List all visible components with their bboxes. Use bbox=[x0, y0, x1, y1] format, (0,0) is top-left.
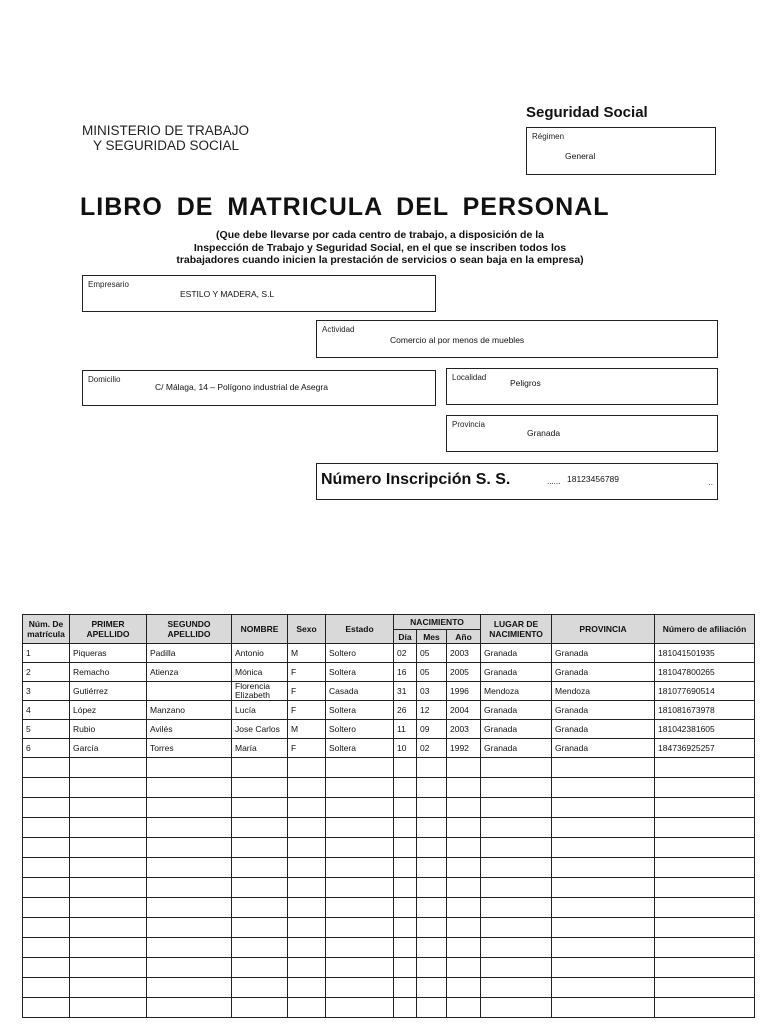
empty-cell bbox=[447, 878, 481, 898]
actividad-value: Comercio al por menos de muebles bbox=[390, 335, 525, 345]
empty-cell bbox=[232, 978, 288, 998]
empty-cell bbox=[23, 918, 70, 938]
empty-cell bbox=[417, 818, 447, 838]
cell-anio: 2004 bbox=[447, 701, 481, 720]
header-provincia: PROVINCIA bbox=[552, 615, 655, 644]
empty-cell bbox=[23, 758, 70, 778]
cell-dia: 26 bbox=[394, 701, 417, 720]
cell-primer-apellido: Piqueras bbox=[70, 644, 147, 663]
ministry-line-2: Y SEGURIDAD SOCIAL bbox=[93, 138, 240, 153]
empty-cell bbox=[23, 838, 70, 858]
actividad-box bbox=[316, 320, 718, 358]
cell-anio: 2003 bbox=[447, 644, 481, 663]
cell-segundo-apellido: Manzano bbox=[147, 701, 232, 720]
empty-cell bbox=[23, 858, 70, 878]
cell-num-matricula: 1 bbox=[23, 644, 70, 663]
cell-lugar-nacimiento: Granada bbox=[481, 644, 552, 663]
empty-cell bbox=[23, 998, 70, 1018]
cell-mes: 05 bbox=[417, 663, 447, 682]
empty-cell bbox=[147, 778, 232, 798]
cell-primer-apellido: López bbox=[70, 701, 147, 720]
empty-cell bbox=[417, 798, 447, 818]
empty-cell bbox=[326, 998, 394, 1018]
cell-numero-afiliacion: 181041501935 bbox=[655, 644, 755, 663]
empty-cell bbox=[232, 958, 288, 978]
empty-cell bbox=[447, 818, 481, 838]
empty-cell bbox=[147, 858, 232, 878]
empty-cell bbox=[655, 758, 755, 778]
cell-nombre: Mónica bbox=[232, 663, 288, 682]
empty-table-row bbox=[23, 838, 755, 858]
empty-cell bbox=[447, 958, 481, 978]
empty-cell bbox=[288, 858, 326, 878]
empty-cell bbox=[655, 958, 755, 978]
empty-cell bbox=[447, 858, 481, 878]
numero-inscripcion-dots: ...... bbox=[547, 477, 561, 486]
empty-cell bbox=[447, 798, 481, 818]
header-dia: Día bbox=[394, 630, 417, 644]
header-anio: Año bbox=[447, 630, 481, 644]
subtitle-line-2: Inspección de Trabajo y Seguridad Social, en el que se inscriben todos los bbox=[193, 241, 567, 254]
empty-cell bbox=[481, 858, 552, 878]
empty-cell bbox=[481, 818, 552, 838]
regimen-value: General bbox=[565, 151, 596, 161]
empty-table-row bbox=[23, 778, 755, 798]
empty-cell bbox=[394, 938, 417, 958]
empty-cell bbox=[326, 878, 394, 898]
empty-cell bbox=[394, 798, 417, 818]
empty-cell bbox=[394, 958, 417, 978]
header-lugar-nacimiento: LUGAR DE NACIMIENTO bbox=[481, 615, 552, 644]
cell-primer-apellido: García bbox=[70, 739, 147, 758]
cell-estado: Soltero bbox=[326, 720, 394, 739]
numero-inscripcion-value: 18123456789 bbox=[567, 474, 620, 484]
cell-num-matricula: 5 bbox=[23, 720, 70, 739]
empty-cell bbox=[481, 998, 552, 1018]
empty-cell bbox=[394, 818, 417, 838]
domicilio-value: C/ Málaga, 14 – Polígono industrial de Asegra bbox=[155, 382, 328, 392]
empty-table-row bbox=[23, 858, 755, 878]
empty-cell bbox=[481, 758, 552, 778]
empresario-label: Empresario bbox=[88, 280, 129, 289]
empty-cell bbox=[23, 778, 70, 798]
empty-cell bbox=[447, 898, 481, 918]
provincia-box bbox=[446, 415, 718, 452]
numero-inscripcion-end-dots: .. bbox=[708, 478, 713, 487]
empty-cell bbox=[23, 958, 70, 978]
empty-cell bbox=[232, 818, 288, 838]
empty-cell bbox=[70, 758, 147, 778]
empty-cell bbox=[288, 818, 326, 838]
empty-cell bbox=[447, 998, 481, 1018]
empty-cell bbox=[417, 898, 447, 918]
empty-cell bbox=[147, 758, 232, 778]
empty-table-row bbox=[23, 918, 755, 938]
domicilio-label: Domicilio bbox=[88, 375, 121, 384]
empty-cell bbox=[232, 838, 288, 858]
ministry-name bbox=[82, 123, 249, 153]
header-numero-afiliacion: Número de afiliación bbox=[655, 615, 755, 644]
personal-table bbox=[22, 614, 755, 1018]
empty-cell bbox=[394, 858, 417, 878]
empty-cell bbox=[417, 778, 447, 798]
cell-dia: 16 bbox=[394, 663, 417, 682]
empty-cell bbox=[70, 818, 147, 838]
header-nombre: NOMBRE bbox=[232, 615, 288, 644]
empty-cell bbox=[417, 998, 447, 1018]
empty-cell bbox=[70, 898, 147, 918]
provincia-value: Granada bbox=[527, 428, 561, 438]
table-row bbox=[23, 720, 755, 739]
empty-cell bbox=[552, 838, 655, 858]
empty-cell bbox=[288, 958, 326, 978]
empty-cell bbox=[288, 978, 326, 998]
empty-cell bbox=[481, 938, 552, 958]
cell-dia: 11 bbox=[394, 720, 417, 739]
cell-anio: 2003 bbox=[447, 720, 481, 739]
empty-cell bbox=[655, 978, 755, 998]
cell-numero-afiliacion: 181047800265 bbox=[655, 663, 755, 682]
empty-cell bbox=[481, 798, 552, 818]
numero-inscripcion-box bbox=[316, 463, 718, 500]
empty-cell bbox=[552, 818, 655, 838]
empty-cell bbox=[655, 858, 755, 878]
cell-segundo-apellido: Avilés bbox=[147, 720, 232, 739]
empty-cell bbox=[232, 758, 288, 778]
cell-segundo-apellido: Padilla bbox=[147, 644, 232, 663]
empty-cell bbox=[655, 798, 755, 818]
empty-cell bbox=[655, 878, 755, 898]
seguridad-social-title: Seguridad Social bbox=[526, 104, 648, 121]
empty-cell bbox=[70, 938, 147, 958]
empty-cell bbox=[23, 818, 70, 838]
cell-num-matricula: 3 bbox=[23, 682, 70, 701]
empty-cell bbox=[70, 998, 147, 1018]
empty-table-row bbox=[23, 898, 755, 918]
empty-cell bbox=[394, 918, 417, 938]
regimen-label: Régimen bbox=[532, 132, 565, 141]
empty-cell bbox=[417, 958, 447, 978]
subtitle-line-1: (Que debe llevarse por cada centro de trabajo, a disposición de la bbox=[216, 229, 544, 241]
cell-provincia: Granada bbox=[552, 644, 655, 663]
table-row bbox=[23, 739, 755, 758]
empty-cell bbox=[23, 898, 70, 918]
cell-sexo: F bbox=[288, 701, 326, 720]
empty-cell bbox=[326, 818, 394, 838]
empty-cell bbox=[232, 998, 288, 1018]
empty-cell bbox=[288, 938, 326, 958]
cell-num-matricula: 6 bbox=[23, 739, 70, 758]
cell-nombre: María bbox=[232, 739, 288, 758]
cell-estado: Soltera bbox=[326, 701, 394, 720]
empty-cell bbox=[232, 918, 288, 938]
empty-cell bbox=[417, 858, 447, 878]
empty-cell bbox=[23, 978, 70, 998]
empty-cell bbox=[326, 758, 394, 778]
empty-cell bbox=[326, 938, 394, 958]
cell-primer-apellido: Gutiérrez bbox=[70, 682, 147, 701]
empty-table-row bbox=[23, 998, 755, 1018]
empty-cell bbox=[232, 878, 288, 898]
empty-cell bbox=[147, 818, 232, 838]
empty-cell bbox=[394, 978, 417, 998]
cell-lugar-nacimiento: Mendoza bbox=[481, 682, 552, 701]
empty-cell bbox=[70, 858, 147, 878]
cell-num-matricula: 2 bbox=[23, 663, 70, 682]
header-nacimiento: NACIMIENTO bbox=[394, 615, 481, 630]
cell-segundo-apellido: Atienza bbox=[147, 663, 232, 682]
empty-cell bbox=[417, 978, 447, 998]
empty-cell bbox=[447, 778, 481, 798]
empty-cell bbox=[232, 798, 288, 818]
header-primer-apellido: PRIMER APELLIDO bbox=[70, 615, 147, 644]
cell-sexo: M bbox=[288, 644, 326, 663]
empty-cell bbox=[288, 878, 326, 898]
empty-cell bbox=[552, 798, 655, 818]
empty-cell bbox=[417, 918, 447, 938]
cell-sexo: F bbox=[288, 682, 326, 701]
empty-cell bbox=[655, 778, 755, 798]
cell-sexo: F bbox=[288, 739, 326, 758]
empty-table-row bbox=[23, 938, 755, 958]
empty-cell bbox=[147, 878, 232, 898]
empty-cell bbox=[147, 898, 232, 918]
empty-cell bbox=[326, 918, 394, 938]
cell-provincia: Granada bbox=[552, 701, 655, 720]
empty-cell bbox=[288, 758, 326, 778]
empty-cell bbox=[70, 798, 147, 818]
empty-cell bbox=[394, 878, 417, 898]
empty-cell bbox=[147, 958, 232, 978]
empty-cell bbox=[394, 778, 417, 798]
empty-cell bbox=[326, 798, 394, 818]
empty-cell bbox=[655, 898, 755, 918]
cell-dia: 02 bbox=[394, 644, 417, 663]
empty-cell bbox=[655, 818, 755, 838]
cell-anio: 1992 bbox=[447, 739, 481, 758]
empty-cell bbox=[288, 778, 326, 798]
cell-nombre: Antonio bbox=[232, 644, 288, 663]
cell-mes: 09 bbox=[417, 720, 447, 739]
cell-num-matricula: 4 bbox=[23, 701, 70, 720]
cell-dia: 31 bbox=[394, 682, 417, 701]
empty-table-row bbox=[23, 798, 755, 818]
empty-cell bbox=[552, 758, 655, 778]
empty-cell bbox=[655, 938, 755, 958]
empty-cell bbox=[147, 798, 232, 818]
empty-cell bbox=[326, 838, 394, 858]
empty-cell bbox=[481, 838, 552, 858]
empty-cell bbox=[394, 838, 417, 858]
empty-cell bbox=[232, 938, 288, 958]
cell-numero-afiliacion: 184736925257 bbox=[655, 739, 755, 758]
empty-cell bbox=[232, 858, 288, 878]
page-subtitle bbox=[120, 229, 640, 267]
empty-cell bbox=[417, 838, 447, 858]
empty-cell bbox=[288, 998, 326, 1018]
empty-cell bbox=[481, 778, 552, 798]
cell-estado: Soltera bbox=[326, 739, 394, 758]
empty-cell bbox=[447, 978, 481, 998]
domicilio-box bbox=[82, 370, 436, 406]
cell-anio: 1996 bbox=[447, 682, 481, 701]
empty-cell bbox=[23, 938, 70, 958]
empty-cell bbox=[552, 898, 655, 918]
actividad-label: Actividad bbox=[322, 325, 355, 334]
cell-mes: 02 bbox=[417, 739, 447, 758]
empty-table-row bbox=[23, 758, 755, 778]
empty-cell bbox=[552, 998, 655, 1018]
empty-cell bbox=[70, 838, 147, 858]
cell-provincia: Mendoza bbox=[552, 682, 655, 701]
empty-cell bbox=[394, 758, 417, 778]
empty-cell bbox=[417, 758, 447, 778]
empty-cell bbox=[447, 758, 481, 778]
cell-sexo: M bbox=[288, 720, 326, 739]
empty-cell bbox=[447, 838, 481, 858]
empty-cell bbox=[288, 898, 326, 918]
empty-cell bbox=[326, 978, 394, 998]
empty-cell bbox=[447, 918, 481, 938]
cell-numero-afiliacion: 181081673978 bbox=[655, 701, 755, 720]
localidad-label: Localidad bbox=[452, 373, 487, 382]
cell-nombre: Florencia Elizabeth bbox=[232, 682, 288, 701]
cell-lugar-nacimiento: Granada bbox=[481, 701, 552, 720]
numero-inscripcion-label: Número Inscripción S. S. bbox=[321, 471, 511, 488]
cell-mes: 05 bbox=[417, 644, 447, 663]
empty-cell bbox=[326, 958, 394, 978]
localidad-box bbox=[446, 368, 718, 405]
table-row bbox=[23, 663, 755, 682]
empty-cell bbox=[70, 778, 147, 798]
empty-cell bbox=[147, 998, 232, 1018]
cell-sexo: F bbox=[288, 663, 326, 682]
cell-estado: Casada bbox=[326, 682, 394, 701]
localidad-value: Peligros bbox=[510, 378, 541, 388]
empty-cell bbox=[552, 938, 655, 958]
subtitle-line-3: trabajadores cuando inicien la prestación de servicios o sean baja en la empresa) bbox=[176, 254, 584, 266]
empty-cell bbox=[552, 978, 655, 998]
empty-cell bbox=[394, 898, 417, 918]
empty-cell bbox=[394, 998, 417, 1018]
empty-cell bbox=[326, 858, 394, 878]
empty-cell bbox=[481, 978, 552, 998]
cell-estado: Soltera bbox=[326, 663, 394, 682]
cell-numero-afiliacion: 181077690514 bbox=[655, 682, 755, 701]
empty-cell bbox=[655, 838, 755, 858]
regimen-box bbox=[526, 127, 716, 175]
empty-cell bbox=[481, 958, 552, 978]
empty-cell bbox=[232, 778, 288, 798]
empty-cell bbox=[552, 878, 655, 898]
empty-cell bbox=[552, 778, 655, 798]
cell-lugar-nacimiento: Granada bbox=[481, 663, 552, 682]
empty-cell bbox=[326, 898, 394, 918]
empty-cell bbox=[552, 858, 655, 878]
cell-mes: 12 bbox=[417, 701, 447, 720]
empty-table-row bbox=[23, 878, 755, 898]
cell-anio: 2005 bbox=[447, 663, 481, 682]
empty-cell bbox=[70, 978, 147, 998]
empty-cell bbox=[70, 878, 147, 898]
empty-cell bbox=[147, 838, 232, 858]
table-row bbox=[23, 644, 755, 663]
cell-lugar-nacimiento: Granada bbox=[481, 720, 552, 739]
cell-mes: 03 bbox=[417, 682, 447, 701]
empty-cell bbox=[147, 938, 232, 958]
header-num-matricula: Núm. De matrícula bbox=[23, 615, 70, 644]
cell-estado: Soltero bbox=[326, 644, 394, 663]
empty-cell bbox=[447, 938, 481, 958]
cell-segundo-apellido: Torres bbox=[147, 739, 232, 758]
header-mes: Mes bbox=[417, 630, 447, 644]
cell-numero-afiliacion: 181042381605 bbox=[655, 720, 755, 739]
empresario-box bbox=[82, 275, 436, 312]
page-title: LIBRO DE MATRICULA DEL PERSONAL bbox=[80, 193, 610, 221]
empty-cell bbox=[655, 918, 755, 938]
cell-primer-apellido: Remacho bbox=[70, 663, 147, 682]
empty-cell bbox=[326, 778, 394, 798]
empty-cell bbox=[70, 958, 147, 978]
cell-segundo-apellido bbox=[147, 682, 232, 701]
cell-provincia: Granada bbox=[552, 720, 655, 739]
empty-cell bbox=[417, 938, 447, 958]
empty-cell bbox=[481, 878, 552, 898]
empty-cell bbox=[552, 958, 655, 978]
empty-cell bbox=[481, 898, 552, 918]
header-sexo: Sexo bbox=[288, 615, 326, 644]
header-segundo-apellido: SEGUNDO APELLIDO bbox=[147, 615, 232, 644]
table-body bbox=[23, 644, 755, 1018]
empty-table-row bbox=[23, 818, 755, 838]
provincia-label: Provincia bbox=[452, 420, 485, 429]
empty-cell bbox=[232, 898, 288, 918]
empty-cell bbox=[23, 878, 70, 898]
cell-nombre: Lucía bbox=[232, 701, 288, 720]
empresario-value: ESTILO Y MADERA, S.L bbox=[180, 289, 275, 299]
table-row bbox=[23, 682, 755, 701]
empty-cell bbox=[655, 998, 755, 1018]
table-row bbox=[23, 701, 755, 720]
cell-nombre: Jose Carlos bbox=[232, 720, 288, 739]
empty-cell bbox=[147, 918, 232, 938]
empty-cell bbox=[552, 918, 655, 938]
ministry-line-1: MINISTERIO DE TRABAJO bbox=[82, 123, 250, 138]
empty-cell bbox=[288, 798, 326, 818]
cell-lugar-nacimiento: Granada bbox=[481, 739, 552, 758]
cell-provincia: Granada bbox=[552, 739, 655, 758]
header-estado: Estado bbox=[326, 615, 394, 644]
empty-cell bbox=[417, 878, 447, 898]
empty-cell bbox=[288, 838, 326, 858]
empty-cell bbox=[23, 798, 70, 818]
empty-cell bbox=[147, 978, 232, 998]
empty-cell bbox=[288, 918, 326, 938]
cell-dia: 10 bbox=[394, 739, 417, 758]
empty-table-row bbox=[23, 978, 755, 998]
empty-cell bbox=[70, 918, 147, 938]
empty-cell bbox=[481, 918, 552, 938]
empty-table-row bbox=[23, 958, 755, 978]
cell-primer-apellido: Rubio bbox=[70, 720, 147, 739]
cell-provincia: Granada bbox=[552, 663, 655, 682]
